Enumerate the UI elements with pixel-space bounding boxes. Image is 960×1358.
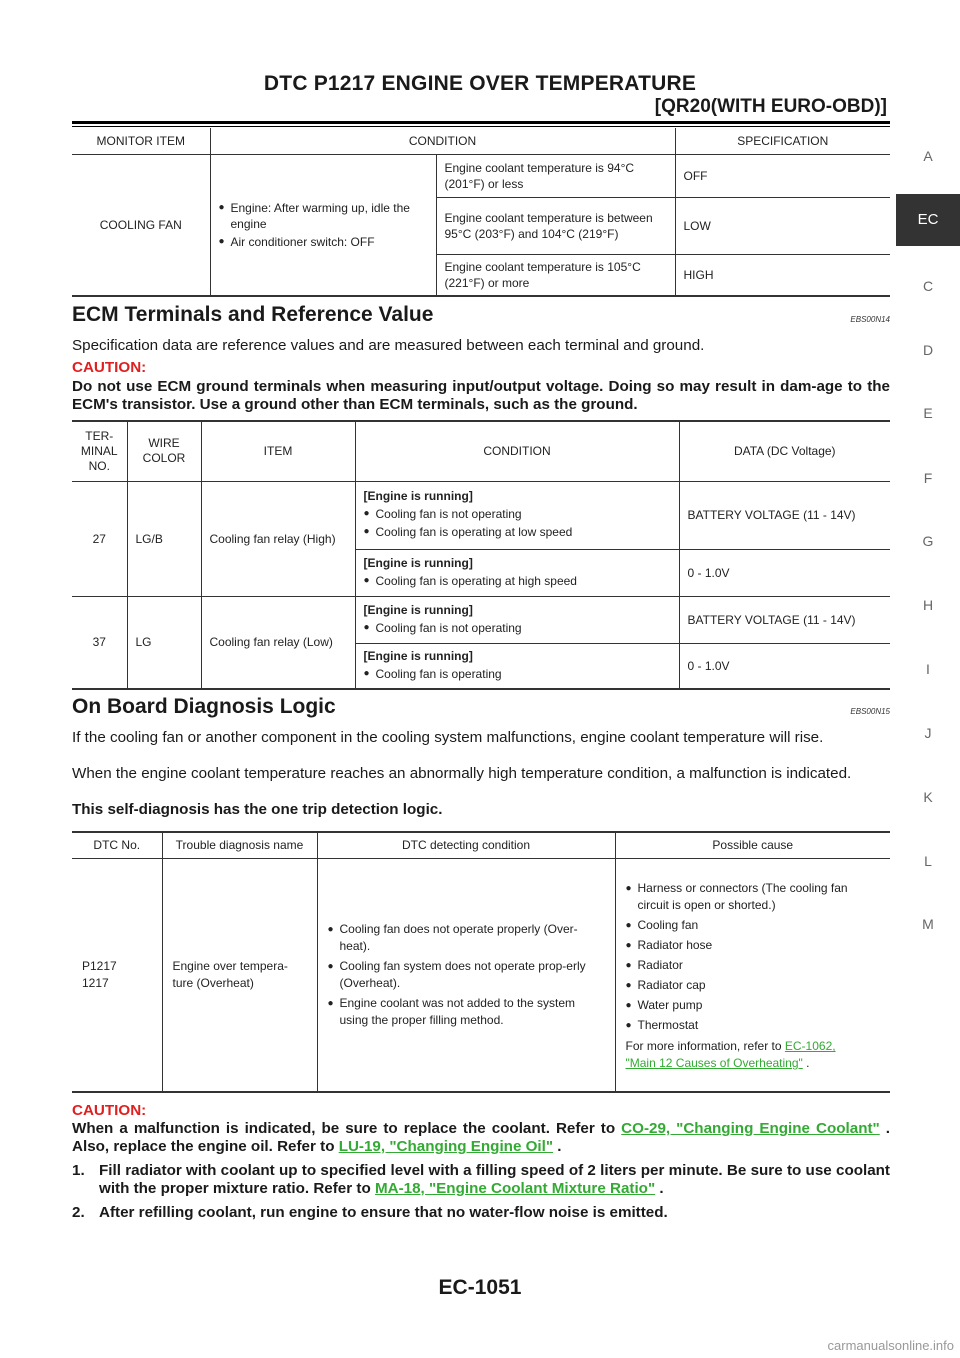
condition-bullet: ● Cooling fan is operating at low speed bbox=[364, 524, 671, 540]
condition-bullet: ● Cooling fan is not operating bbox=[364, 506, 671, 522]
engine-running-label: [Engine is running] bbox=[363, 489, 473, 503]
side-tab-g[interactable]: G bbox=[922, 533, 934, 549]
page-title: DTC P1217 ENGINE OVER TEMPERATURE bbox=[263, 72, 697, 95]
more-info-suffix: . bbox=[802, 1056, 810, 1071]
terminal-no: 27 bbox=[72, 481, 127, 596]
step-text: After refilling coolant, run engine to ensure that no water-flow noise is emitted. bbox=[99, 1204, 668, 1221]
caution-label-2: CAUTION: bbox=[72, 1102, 147, 1119]
engine-running-label: [Engine is running] bbox=[363, 555, 473, 570]
engine-running-label: [Engine is running] bbox=[363, 648, 473, 663]
terminal-data: 0 - 1.0V bbox=[679, 643, 890, 689]
side-tab-k[interactable]: K bbox=[923, 789, 933, 805]
caution2-text-2: . Also, replace the engine oil. Refer to bbox=[72, 1120, 890, 1155]
watermark: carmanualsonline.info bbox=[827, 1338, 954, 1353]
section-title-ecm-terminals: ECM Terminals and Reference Value bbox=[72, 303, 434, 326]
monitor-header-condition: CONDITION bbox=[210, 128, 675, 154]
dtc-header-condition: DTC detecting condition bbox=[317, 832, 615, 858]
monitor-condition-1: ● Engine: After warming up, idle the engine bbox=[219, 200, 428, 232]
condition-bullet: ● Cooling fan is operating bbox=[364, 666, 671, 682]
caution-text-2 bbox=[72, 1120, 890, 1156]
dtc-header-cause: Possible cause bbox=[615, 832, 890, 858]
caution2-text-3: . bbox=[553, 1138, 562, 1155]
logic-paragraph-3: This self-diagnosis has the one trip detection logic. bbox=[72, 801, 443, 818]
terminal-condition bbox=[355, 481, 679, 549]
dtc-number-cell bbox=[72, 858, 162, 1092]
monitor-row-condition: Engine coolant temperature is 94°C (201°F) or less bbox=[436, 154, 675, 197]
cause-bullet: ● Cooling fan bbox=[626, 917, 881, 934]
page-number: EC-1051 bbox=[438, 1276, 522, 1299]
monitor-table bbox=[72, 128, 890, 297]
terminal-no: 37 bbox=[72, 596, 127, 689]
dtc-cause-cell bbox=[615, 858, 890, 1092]
terminal-item: Cooling fan relay (Low) bbox=[201, 596, 355, 689]
intro-text: Specification data are reference values and are measured between each terminal and ground. bbox=[72, 337, 705, 354]
terminal-data: 0 - 1.0V bbox=[679, 549, 890, 596]
link-changing-engine-oil[interactable]: LU-19, "Changing Engine Oil" bbox=[338, 1138, 554, 1155]
caution-text: Do not use ECM ground terminals when measuring input/output voltage. Doing so may result in dam-age to the ECM's transistor. Use a ground other than ECM terminals, such as the ground. bbox=[72, 378, 890, 413]
monitor-condition-2: ● Air conditioner switch: OFF bbox=[219, 234, 428, 250]
monitor-header-item: MONITOR ITEM bbox=[72, 128, 210, 154]
terminal-table bbox=[72, 420, 890, 690]
condition-bullet: ● Cooling fan is operating at high speed bbox=[364, 573, 671, 589]
terminal-header-color: WIRE COLOR bbox=[127, 421, 201, 481]
terminal-header-condition: CONDITION bbox=[355, 421, 679, 481]
section-code: EBS00N15 bbox=[850, 707, 890, 716]
cause-bullet: ● Water pump bbox=[626, 997, 881, 1014]
side-tab-a[interactable]: A bbox=[923, 148, 933, 164]
dtc-header-name: Trouble diagnosis name bbox=[162, 832, 317, 858]
step-number: 2. bbox=[72, 1204, 85, 1221]
logic-paragraph-1: If the cooling fan or another component in the cooling system malfunctions, engine coolant temperature will rise. bbox=[72, 729, 824, 746]
monitor-header-spec: SPECIFICATION bbox=[675, 128, 890, 154]
cause-bullet: ● Harness or connectors (The cooling fan circuit is open or shorted.) bbox=[626, 880, 881, 914]
caution-label: CAUTION: bbox=[72, 359, 147, 376]
step-number: 1. bbox=[72, 1162, 85, 1179]
cause-bullet: ● Radiator hose bbox=[626, 937, 881, 954]
side-tab-h[interactable]: H bbox=[922, 597, 934, 613]
terminal-data: BATTERY VOLTAGE (11 - 14V) bbox=[679, 481, 890, 549]
dtc-condition-bullet: ● Cooling fan does not operate properly (Over-heat). bbox=[328, 921, 605, 955]
link-coolant-mixture-ratio[interactable]: MA-18, "Engine Coolant Mixture Ratio" bbox=[374, 1180, 656, 1197]
step-1 bbox=[72, 1162, 890, 1198]
terminal-header-no: TER-MINAL NO. bbox=[72, 421, 127, 481]
side-tab-i[interactable]: I bbox=[926, 661, 930, 677]
cause-bullet: ● Radiator cap bbox=[626, 977, 881, 994]
cause-bullet: ● Radiator bbox=[626, 957, 881, 974]
side-tab-l[interactable]: L bbox=[924, 853, 932, 869]
monitor-condition-cell bbox=[210, 154, 436, 296]
side-tab-c[interactable]: C bbox=[922, 278, 934, 294]
side-tab-e[interactable]: E bbox=[923, 405, 933, 421]
side-tab-f[interactable]: F bbox=[923, 470, 933, 486]
dtc-number: P1217 bbox=[82, 958, 117, 973]
dtc-condition-bullet: ● Cooling fan system does not operate prop-erly (Overheat). bbox=[328, 958, 605, 992]
section-title-obd-logic: On Board Diagnosis Logic bbox=[72, 695, 336, 718]
terminal-condition bbox=[355, 549, 679, 596]
cause-bullet: ● Thermostat bbox=[626, 1017, 881, 1034]
monitor-row-spec: OFF bbox=[675, 154, 890, 197]
step-text: Fill radiator with coolant up to specified level with a filling speed of 2 liters per minute. Be sure to use coolant with the proper mixture ratio. Refer to bbox=[99, 1162, 890, 1197]
monitor-row-condition: Engine coolant temperature is 105°C (221°F) or more bbox=[436, 254, 675, 296]
link-main-12-causes[interactable]: "Main 12 Causes of Overheating" bbox=[625, 1056, 803, 1071]
link-ec-1062[interactable]: EC-1062, bbox=[784, 1039, 836, 1054]
caution2-text-1: When a malfunction is indicated, be sure to replace the coolant. Refer to bbox=[72, 1120, 622, 1137]
terminal-header-data: DATA (DC Voltage) bbox=[679, 421, 890, 481]
more-info-prefix: For more information, refer to bbox=[625, 1039, 785, 1054]
dtc-condition-cell bbox=[317, 858, 615, 1092]
terminal-condition bbox=[355, 643, 679, 689]
step-text-end: . bbox=[655, 1180, 664, 1197]
terminal-color: LG bbox=[127, 596, 201, 689]
dtc-condition-bullet: ● Engine coolant was not added to the system using the proper filling method. bbox=[328, 995, 605, 1029]
monitor-item-cell: COOLING FAN bbox=[72, 154, 210, 296]
section-code: EBS00N14 bbox=[850, 315, 890, 324]
monitor-row-spec: LOW bbox=[675, 197, 890, 254]
side-tab-ec[interactable]: EC bbox=[896, 194, 960, 246]
terminal-header-item: ITEM bbox=[201, 421, 355, 481]
terminal-condition bbox=[355, 596, 679, 643]
dtc-number-alt: 1217 bbox=[82, 975, 109, 990]
dtc-name: Engine over tempera-ture (Overheat) bbox=[162, 858, 317, 1092]
header-rule bbox=[72, 121, 890, 124]
side-tab-m[interactable]: M bbox=[922, 916, 934, 932]
monitor-row-spec: HIGH bbox=[675, 254, 890, 296]
terminal-color: LG/B bbox=[127, 481, 201, 596]
side-tab-d[interactable]: D bbox=[922, 342, 934, 358]
more-info bbox=[626, 1038, 881, 1072]
side-tab-j[interactable]: J bbox=[924, 725, 932, 741]
link-changing-engine-coolant[interactable]: CO-29, "Changing Engine Coolant" bbox=[621, 1120, 880, 1137]
monitor-row-condition: Engine coolant temperature is between 95°C (203°F) and 104°C (219°F) bbox=[436, 197, 675, 254]
step-2 bbox=[72, 1204, 890, 1222]
page-subtitle: [QR20(WITH EURO-OBD)] bbox=[654, 96, 887, 117]
dtc-header-no: DTC No. bbox=[72, 832, 162, 858]
terminal-item: Cooling fan relay (High) bbox=[201, 481, 355, 596]
logic-paragraph-2: When the engine coolant temperature reaches an abnormally high temperature condition, a malfunction is indicated. bbox=[72, 765, 852, 782]
dtc-table bbox=[72, 831, 890, 1093]
header-rule-thin bbox=[72, 126, 890, 127]
engine-running-label: [Engine is running] bbox=[363, 602, 473, 617]
terminal-data: BATTERY VOLTAGE (11 - 14V) bbox=[679, 596, 890, 643]
condition-bullet: ● Cooling fan is not operating bbox=[364, 620, 671, 636]
